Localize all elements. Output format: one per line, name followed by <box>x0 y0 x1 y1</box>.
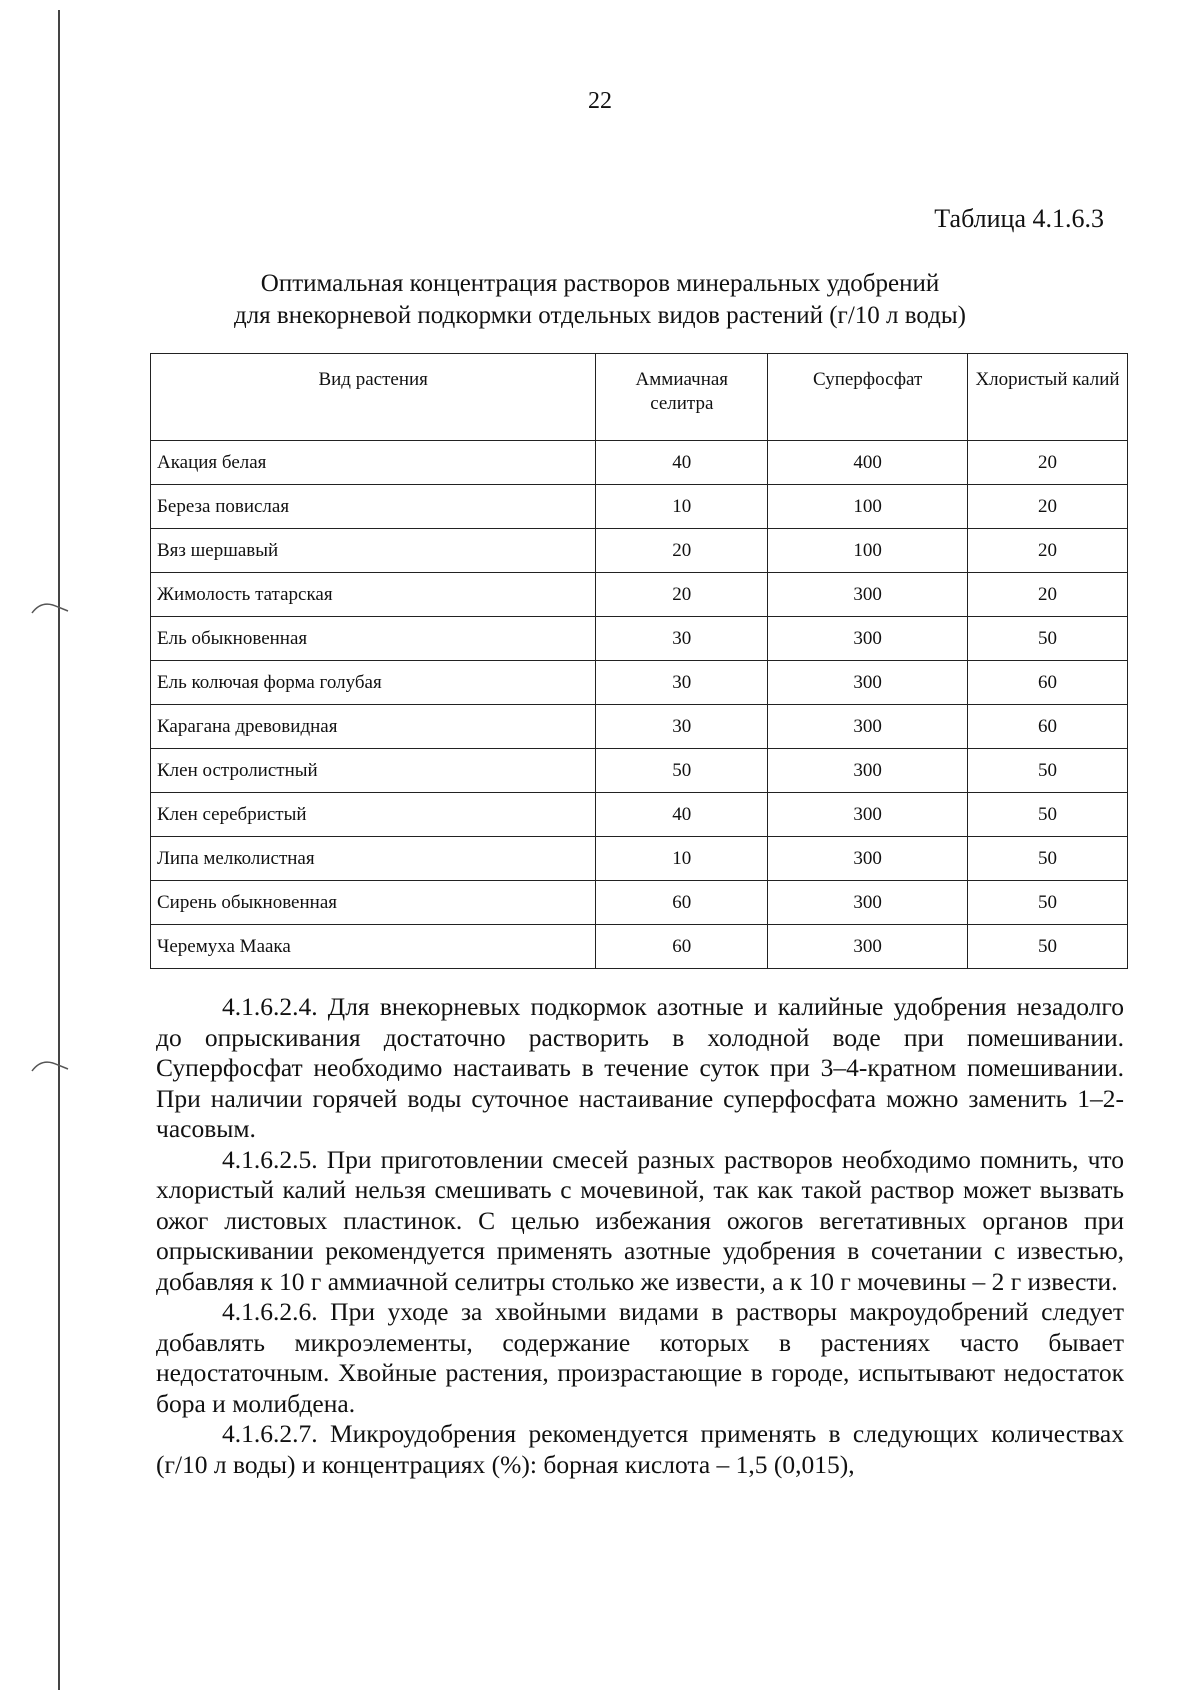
potassium-cell: 60 <box>968 661 1128 705</box>
plant-cell: Ель обыкновенная <box>151 617 596 661</box>
plant-cell: Сирень обыкновенная <box>151 881 596 925</box>
superphosphate-cell: 100 <box>768 529 968 573</box>
ammonium-cell: 30 <box>596 661 768 705</box>
ammonium-cell: 20 <box>596 529 768 573</box>
plant-cell: Вяз шершавый <box>151 529 596 573</box>
table-row <box>151 749 1128 793</box>
superphosphate-cell: 300 <box>768 617 968 661</box>
superphosphate-cell: 300 <box>768 749 968 793</box>
table-row <box>151 617 1128 661</box>
ammonium-cell: 50 <box>596 749 768 793</box>
table-row <box>151 881 1128 925</box>
potassium-cell: 50 <box>968 881 1128 925</box>
table-title-line: Оптимальная концентрация растворов минеральных удобрений <box>260 270 940 297</box>
potassium-cell: 50 <box>968 837 1128 881</box>
plant-cell: Клен остролистный <box>151 749 596 793</box>
table-row <box>151 837 1128 881</box>
plant-cell: Карагана древовидная <box>151 705 596 749</box>
header-ammonium: Аммиачная селитра <box>596 354 768 441</box>
potassium-cell: 50 <box>968 793 1128 837</box>
table-title-line: для внекорневой подкормки отдельных видов растений (г/10 л воды) <box>233 302 966 329</box>
potassium-cell: 20 <box>968 529 1128 573</box>
table-body <box>151 441 1128 969</box>
table-label: Таблица 4.1.6.3 <box>934 204 1104 233</box>
table-row <box>151 529 1128 573</box>
potassium-cell: 20 <box>968 441 1128 485</box>
ammonium-cell: 30 <box>596 705 768 749</box>
potassium-cell: 50 <box>968 925 1128 969</box>
table-row <box>151 441 1128 485</box>
header-potassium: Хлористый калий <box>968 354 1128 441</box>
plant-cell: Липа мелколистная <box>151 837 596 881</box>
page-number: 22 <box>588 88 612 114</box>
table-row <box>151 925 1128 969</box>
header-plant: Вид растения <box>151 354 596 441</box>
binding-hole-mark <box>30 597 70 617</box>
table-header-row <box>151 354 1128 441</box>
ammonium-cell: 20 <box>596 573 768 617</box>
superphosphate-cell: 300 <box>768 881 968 925</box>
ammonium-cell: 10 <box>596 485 768 529</box>
paragraph: 4.1.6.2.6. При уходе за хвойными видами в растворы макроудобрений следует добавлять микроэлементы, содержание которых в растениях часто бывает недостаточным. Хвойные растения, произрастающие в городе, испытывают недостаток бора и молибдена. <box>156 1297 1124 1418</box>
plant-cell: Клен серебристый <box>151 793 596 837</box>
superphosphate-cell: 300 <box>768 573 968 617</box>
header-superphosphate: Суперфосфат <box>768 354 968 441</box>
paragraph: 4.1.6.2.4. Для внекорневых подкормок азотные и калийные удобрения незадолго до опрыскивания достаточно растворить в холодной воде при помешивании. Суперфосфат необходимо настаивать в течение суток при 3–4-кратном помешивании. При наличии горячей воды суточное настаивание суперфосфата можно заменить 1–2-часовым. <box>156 992 1124 1143</box>
plant-cell: Черемуха Маака <box>151 925 596 969</box>
superphosphate-cell: 300 <box>768 793 968 837</box>
plant-cell: Береза повислая <box>151 485 596 529</box>
superphosphate-cell: 300 <box>768 837 968 881</box>
potassium-cell: 60 <box>968 705 1128 749</box>
binding-line <box>58 10 60 1690</box>
superphosphate-cell: 300 <box>768 705 968 749</box>
potassium-cell: 20 <box>968 573 1128 617</box>
ammonium-cell: 40 <box>596 793 768 837</box>
table-row <box>151 793 1128 837</box>
table-row <box>151 573 1128 617</box>
plant-cell: Ель колючая форма голубая <box>151 661 596 705</box>
superphosphate-cell: 400 <box>768 441 968 485</box>
table-title <box>150 268 1050 332</box>
ammonium-cell: 60 <box>596 881 768 925</box>
superphosphate-cell: 300 <box>768 661 968 705</box>
table-row <box>151 661 1128 705</box>
table-row <box>151 705 1128 749</box>
fertilizer-table <box>150 353 1128 969</box>
plant-cell: Акация белая <box>151 441 596 485</box>
superphosphate-cell: 100 <box>768 485 968 529</box>
plant-cell: Жимолость татарская <box>151 573 596 617</box>
potassium-cell: 50 <box>968 749 1128 793</box>
potassium-cell: 20 <box>968 485 1128 529</box>
table-row <box>151 485 1128 529</box>
body-text <box>156 992 1124 1480</box>
binding-hole-mark <box>30 1055 70 1075</box>
paragraph: 4.1.6.2.7. Микроудобрения рекомендуется применять в следующих количествах (г/10 л воды) и концентрациях (%): борная кислота – 1,5 (0,015), <box>156 1419 1124 1479</box>
ammonium-cell: 40 <box>596 441 768 485</box>
paragraph: 4.1.6.2.5. При приготовлении смесей разных растворов необходимо помнить, что хлористый калий нельзя смешивать с мочевиной, так как такой раствор может вызвать ожог листовых пластинок. С целью избежания ожогов вегетативных органов при опрыскивании рекомендуется применять азотные удобрения в сочетании с известью, добавляя к 10 г аммиачной селитры столько же извести, а к 10 г мочевины – 2 г извести. <box>156 1144 1124 1296</box>
ammonium-cell: 60 <box>596 925 768 969</box>
ammonium-cell: 10 <box>596 837 768 881</box>
ammonium-cell: 30 <box>596 617 768 661</box>
potassium-cell: 50 <box>968 617 1128 661</box>
superphosphate-cell: 300 <box>768 925 968 969</box>
